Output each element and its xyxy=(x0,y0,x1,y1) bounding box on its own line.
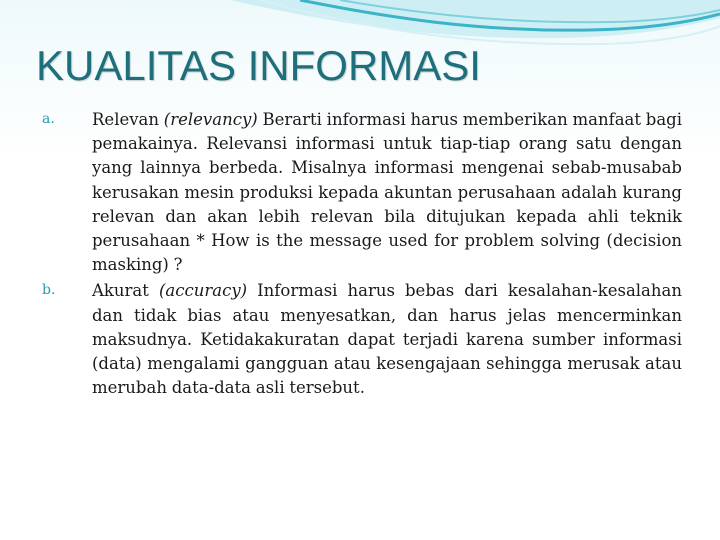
definition: Informasi harus bebas dari kesalahan-kesalahan dan tidak bias atau menyesatkan, dan harus jelas mencerminkan maksudnya. Ketidakakuratan dapat terjadi karena sumber informasi (data) mengalami gangguan atau kesengajaan sehingga merusak atau merubah data-data asli tersebut. xyxy=(92,281,682,398)
term-english: (accuracy) xyxy=(158,281,248,301)
term-english: (relevancy) xyxy=(163,110,258,129)
list-marker: b. xyxy=(42,282,56,299)
list-item-text xyxy=(92,279,682,400)
list-marker: a. xyxy=(42,111,55,127)
content-list xyxy=(42,108,682,402)
definition: Berarti informasi harus memberikan manfaat bagi pemakainya. Relevansi informasi untuk tiap-tiap orang satu dengan yang lainnya berbeda. Misalnya informasi mengenai sebab-musabab kerusakan mesin produksi kepada akuntan perusahaan adalah kurang relevan dan akan lebih relevan bila ditujukan kepada ahli teknik perusahaan * How is the message used for problem solving (decision masking) ? xyxy=(92,110,683,275)
list-item-relevan xyxy=(42,108,682,277)
term: Relevan xyxy=(92,110,160,129)
list-item-akurat xyxy=(42,279,682,400)
list-item-text xyxy=(92,108,682,277)
term: Akurat xyxy=(92,281,149,301)
page-title: KUALITAS INFORMASI xyxy=(36,42,481,89)
